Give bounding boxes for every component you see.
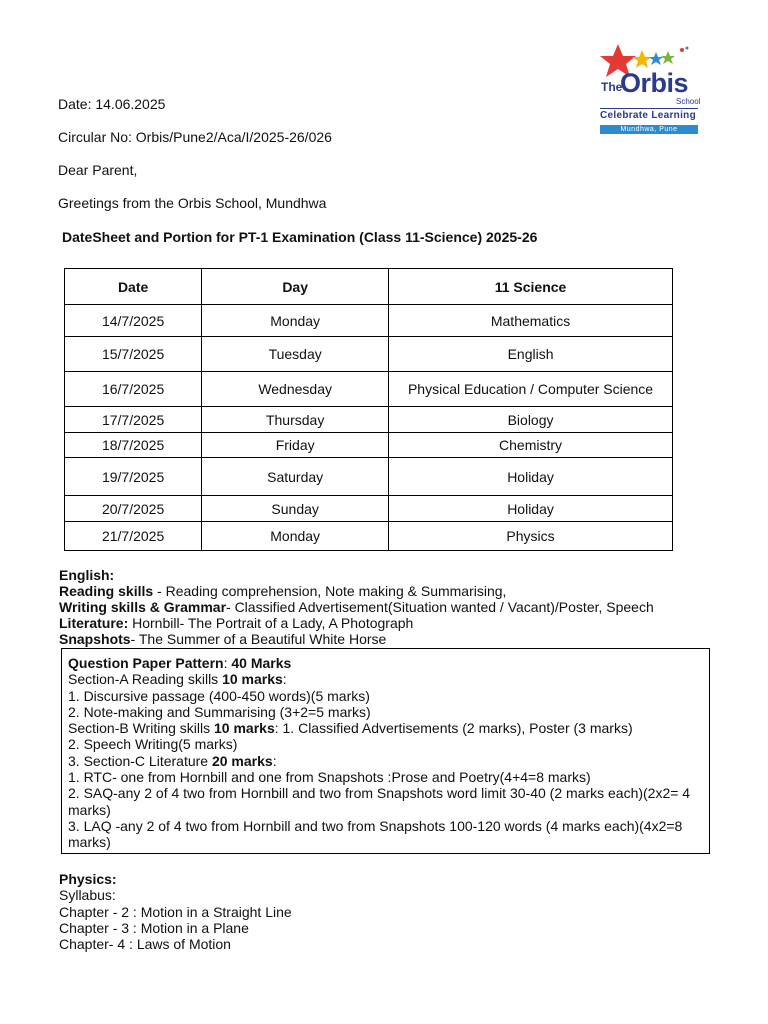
table-header-row [65, 269, 673, 305]
physics-heading: Physics: [59, 871, 117, 887]
section-b-item-2: 2. Speech Writing(5 marks) [68, 736, 238, 753]
physics-portion [59, 871, 292, 952]
table-row [65, 433, 673, 458]
section-c-item-1: 1. RTC- one from Hornbill and one from Snapshots :Prose and Poetry(4+4=8 marks) [68, 769, 591, 786]
logo-school: School [676, 97, 701, 106]
physics-chapter-item: Chapter - 2 : Motion in a Straight Line [59, 903, 292, 920]
cell-day: Monday [202, 305, 389, 337]
physics-chapter-item: Chapter- 4 : Laws of Motion [59, 936, 231, 953]
cell-day: Friday [202, 433, 389, 458]
cell-day: Sunday [202, 496, 389, 522]
table-row [65, 305, 673, 337]
pattern-heading: Question Paper Pattern [68, 655, 224, 671]
snapshots-text: - The Summer of a Beautiful White Horse [130, 631, 387, 647]
section-c-label: 3. Section-C Literature [68, 752, 212, 769]
cell-date: 16/7/2025 [65, 372, 202, 407]
cell-subject: English [389, 337, 673, 372]
datesheet-table [64, 268, 673, 551]
table-row [65, 522, 673, 551]
section-c-item-2: 2. SAQ-any 2 of 4 two from Hornbill and two from Snapshots word limit 30-40 (2 marks each)(2x2= 4 marks) [68, 785, 691, 818]
cell-date: 15/7/2025 [65, 337, 202, 372]
section-b-item-1: : 1. Classified Advertisements (2 marks), Poster (3 marks) [274, 720, 633, 737]
literature-label: Literature: [59, 615, 129, 631]
cell-date: 20/7/2025 [65, 496, 202, 522]
table-row [65, 496, 673, 522]
cell-subject: Mathematics [389, 305, 673, 337]
section-a-label: Section-A Reading skills [68, 671, 223, 688]
section-a-colon: : [282, 671, 287, 688]
cell-day: Thursday [202, 407, 389, 433]
cell-date: 17/7/2025 [65, 407, 202, 433]
cell-subject: Physics [389, 522, 673, 551]
cell-day: Monday [202, 522, 389, 551]
table-row [65, 372, 673, 407]
question-paper-pattern-box [61, 648, 710, 854]
logo-orbis: Orbis [620, 68, 689, 98]
cell-date: 18/7/2025 [65, 433, 202, 458]
cell-subject: Physical Education / Computer Science [389, 372, 673, 407]
table-row [65, 458, 673, 496]
circular-date: Date: 14.06.2025 [58, 96, 166, 112]
salutation: Dear Parent, [58, 162, 138, 178]
column-header-date: Date [65, 269, 202, 305]
english-portion [59, 567, 654, 647]
logo-divider [600, 108, 698, 109]
literature-text: Hornbill- The Portrait of a Lady, A Photograph [128, 615, 414, 631]
reading-skills-label: Reading skills [59, 583, 154, 599]
reading-skills-text: - Reading comprehension, Note making & Summarising, [153, 583, 507, 599]
table-row [65, 337, 673, 372]
pattern-total-marks: 40 Marks [231, 655, 292, 671]
logo-location: Mundhwa, Pune [600, 125, 698, 134]
physics-syllabus-label: Syllabus: [59, 887, 116, 904]
cell-day: Saturday [202, 458, 389, 496]
cell-day: Wednesday [202, 372, 389, 407]
circular-number: Circular No: Orbis/Pune2/Aca/I/2025-26/026 [58, 129, 332, 145]
section-a-marks: 10 marks [222, 671, 283, 688]
cell-subject: Biology [389, 407, 673, 433]
section-c-item-3: 3. LAQ -any 2 of 4 two from Hornbill and two from Snapshots 100-120 words (4 marks each)(4x2=8 marks) [68, 817, 683, 851]
cell-subject: Holiday [389, 496, 673, 522]
section-c-marks: 20 marks [211, 752, 273, 769]
pattern-heading-sep: : [223, 655, 232, 671]
page-title: DateSheet and Portion for PT-1 Examination (Class 11-Science) 2025-26 [62, 229, 538, 245]
cell-date: 21/7/2025 [65, 522, 202, 551]
cell-subject: Chemistry [389, 433, 673, 458]
school-logo [598, 42, 702, 138]
logo-tagline: Celebrate Learning [600, 110, 696, 121]
cell-date: 19/7/2025 [65, 458, 202, 496]
cell-day: Tuesday [202, 337, 389, 372]
column-header-day: Day [202, 269, 389, 305]
physics-chapter-item: Chapter - 3 : Motion in a Plane [59, 919, 249, 936]
writing-skills-text: - Classified Advertisement(Situation wanted / Vacant)/Poster, Speech [226, 599, 654, 615]
section-a-item-2: 2. Note-making and Summarising (3+2=5 marks) [68, 703, 371, 720]
section-b-label: Section-B Writing skills [68, 720, 215, 737]
section-b-marks: 10 marks [214, 720, 275, 737]
section-a-item-1: 1. Discursive passage (400-450 words)(5 marks) [68, 687, 370, 704]
greeting: Greetings from the Orbis School, Mundhwa [58, 195, 327, 211]
section-c-colon: : [272, 752, 277, 769]
logo-the: The [601, 80, 623, 94]
writing-skills-label: Writing skills & Grammar [59, 599, 227, 615]
english-heading: English: [59, 567, 115, 583]
column-header-subject: 11 Science [389, 269, 673, 305]
table-row [65, 407, 673, 433]
cell-date: 14/7/2025 [65, 305, 202, 337]
cell-subject: Holiday [389, 458, 673, 496]
snapshots-label: Snapshots [59, 631, 131, 647]
